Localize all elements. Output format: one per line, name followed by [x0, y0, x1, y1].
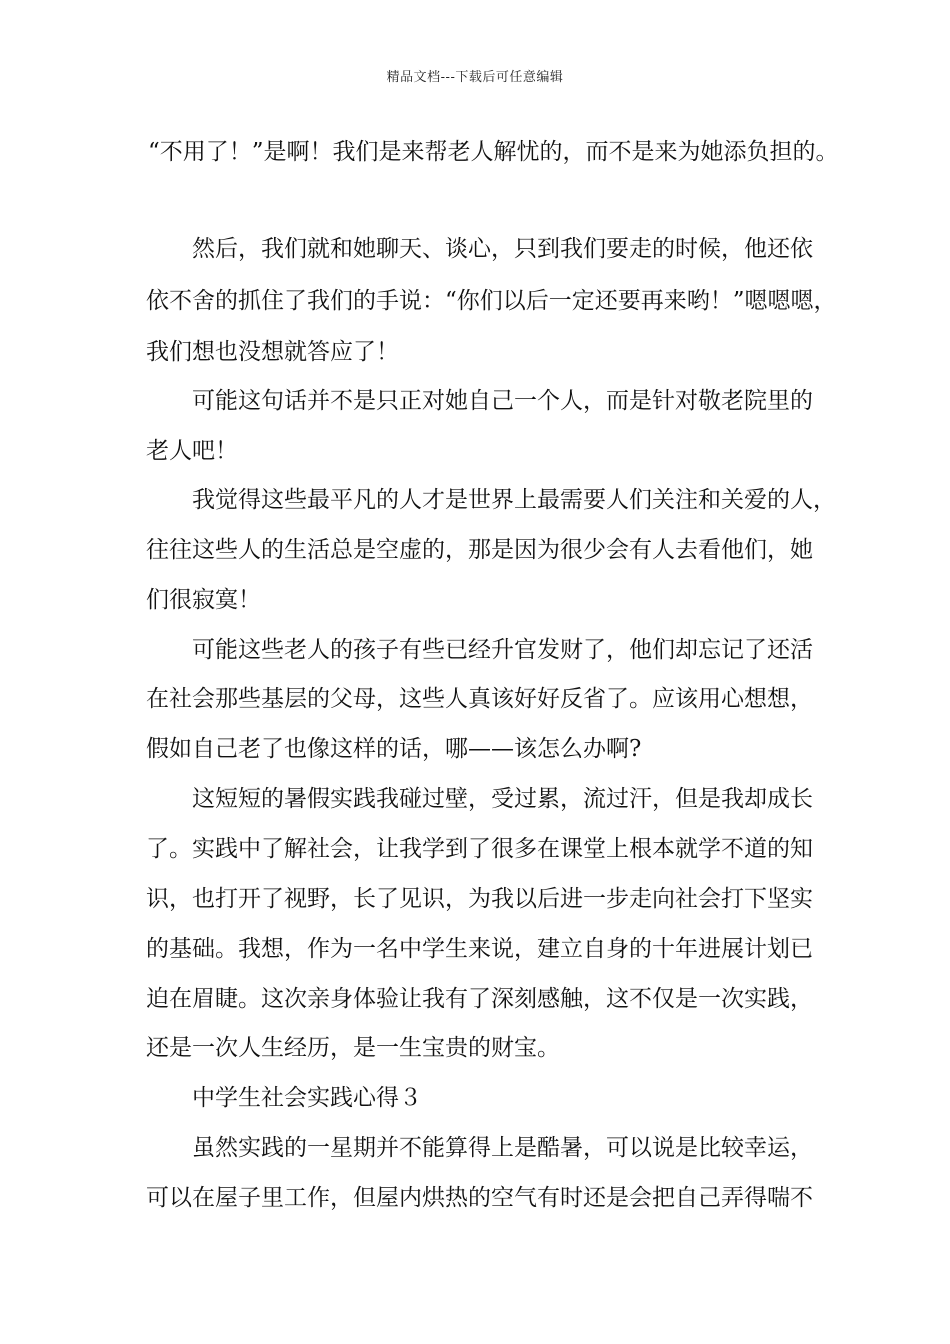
page-header: 精品文档---下载后可任意编辑 [386, 70, 564, 85]
text-line: 我们想也没想就答应了！ [146, 339, 399, 365]
text-line: 在社会那些基层的父母，这些人真该好好反省了。应该用心想想， [146, 686, 813, 712]
text-line: 识，也打开了视野，长了见识，为我以后进一步走向社会打下坚实 [146, 886, 813, 912]
text-line: 往往这些人的生活总是空虚的，那是因为很少会有人去看他们，她 [146, 537, 813, 563]
text-line: 可能这些老人的孩子有些已经升官发财了，他们却忘记了还活 [192, 637, 813, 663]
text-line: 老人吧！ [146, 438, 238, 464]
text-line: 依不舍的抓住了我们的手说：“你们以后一定还要再来哟！”嗯嗯嗯， [146, 288, 837, 314]
text-line: “不用了！”是啊！我们是来帮老人解忧的，而不是来为她添负担的。 [148, 139, 839, 165]
text-line: 的基础。我想，作为一名中学生来说，建立自身的十年进展计划已 [146, 936, 813, 962]
text-line: 还是一次人生经历，是一生宝贵的财宝。 [146, 1035, 560, 1061]
text-line: 们很寂寞！ [146, 587, 261, 613]
text-line: 然后，我们就和她聊天、谈心，只到我们要走的时候，他还依 [192, 236, 813, 262]
text-line: 可能这句话并不是只正对她自己一个人，而是针对敬老院里的 [192, 388, 813, 414]
text-line: 迫在眉睫。这次亲身体验让我有了深刻感触，这不仅是一次实践， [146, 986, 813, 1012]
text-line: 假如自己老了也像这样的话，哪——该怎么办啊? [146, 736, 642, 762]
section-heading: 中学生社会实践心得３ [192, 1085, 422, 1111]
text-line: 我觉得这些最平凡的人才是世界上最需要人们关注和关爱的人， [192, 487, 836, 513]
text-line: 这短短的暑假实践我碰过壁，受过累，流过汗，但是我却成长 [192, 786, 813, 812]
text-line: 可以在屋子里工作，但屋内烘热的空气有时还是会把自己弄得喘不 [146, 1185, 813, 1211]
text-line: 虽然实践的一星期并不能算得上是酷暑，可以说是比较幸运， [192, 1135, 813, 1161]
text-line: 了。实践中了解社会，让我学到了很多在课堂上根本就学不道的知 [146, 836, 813, 862]
